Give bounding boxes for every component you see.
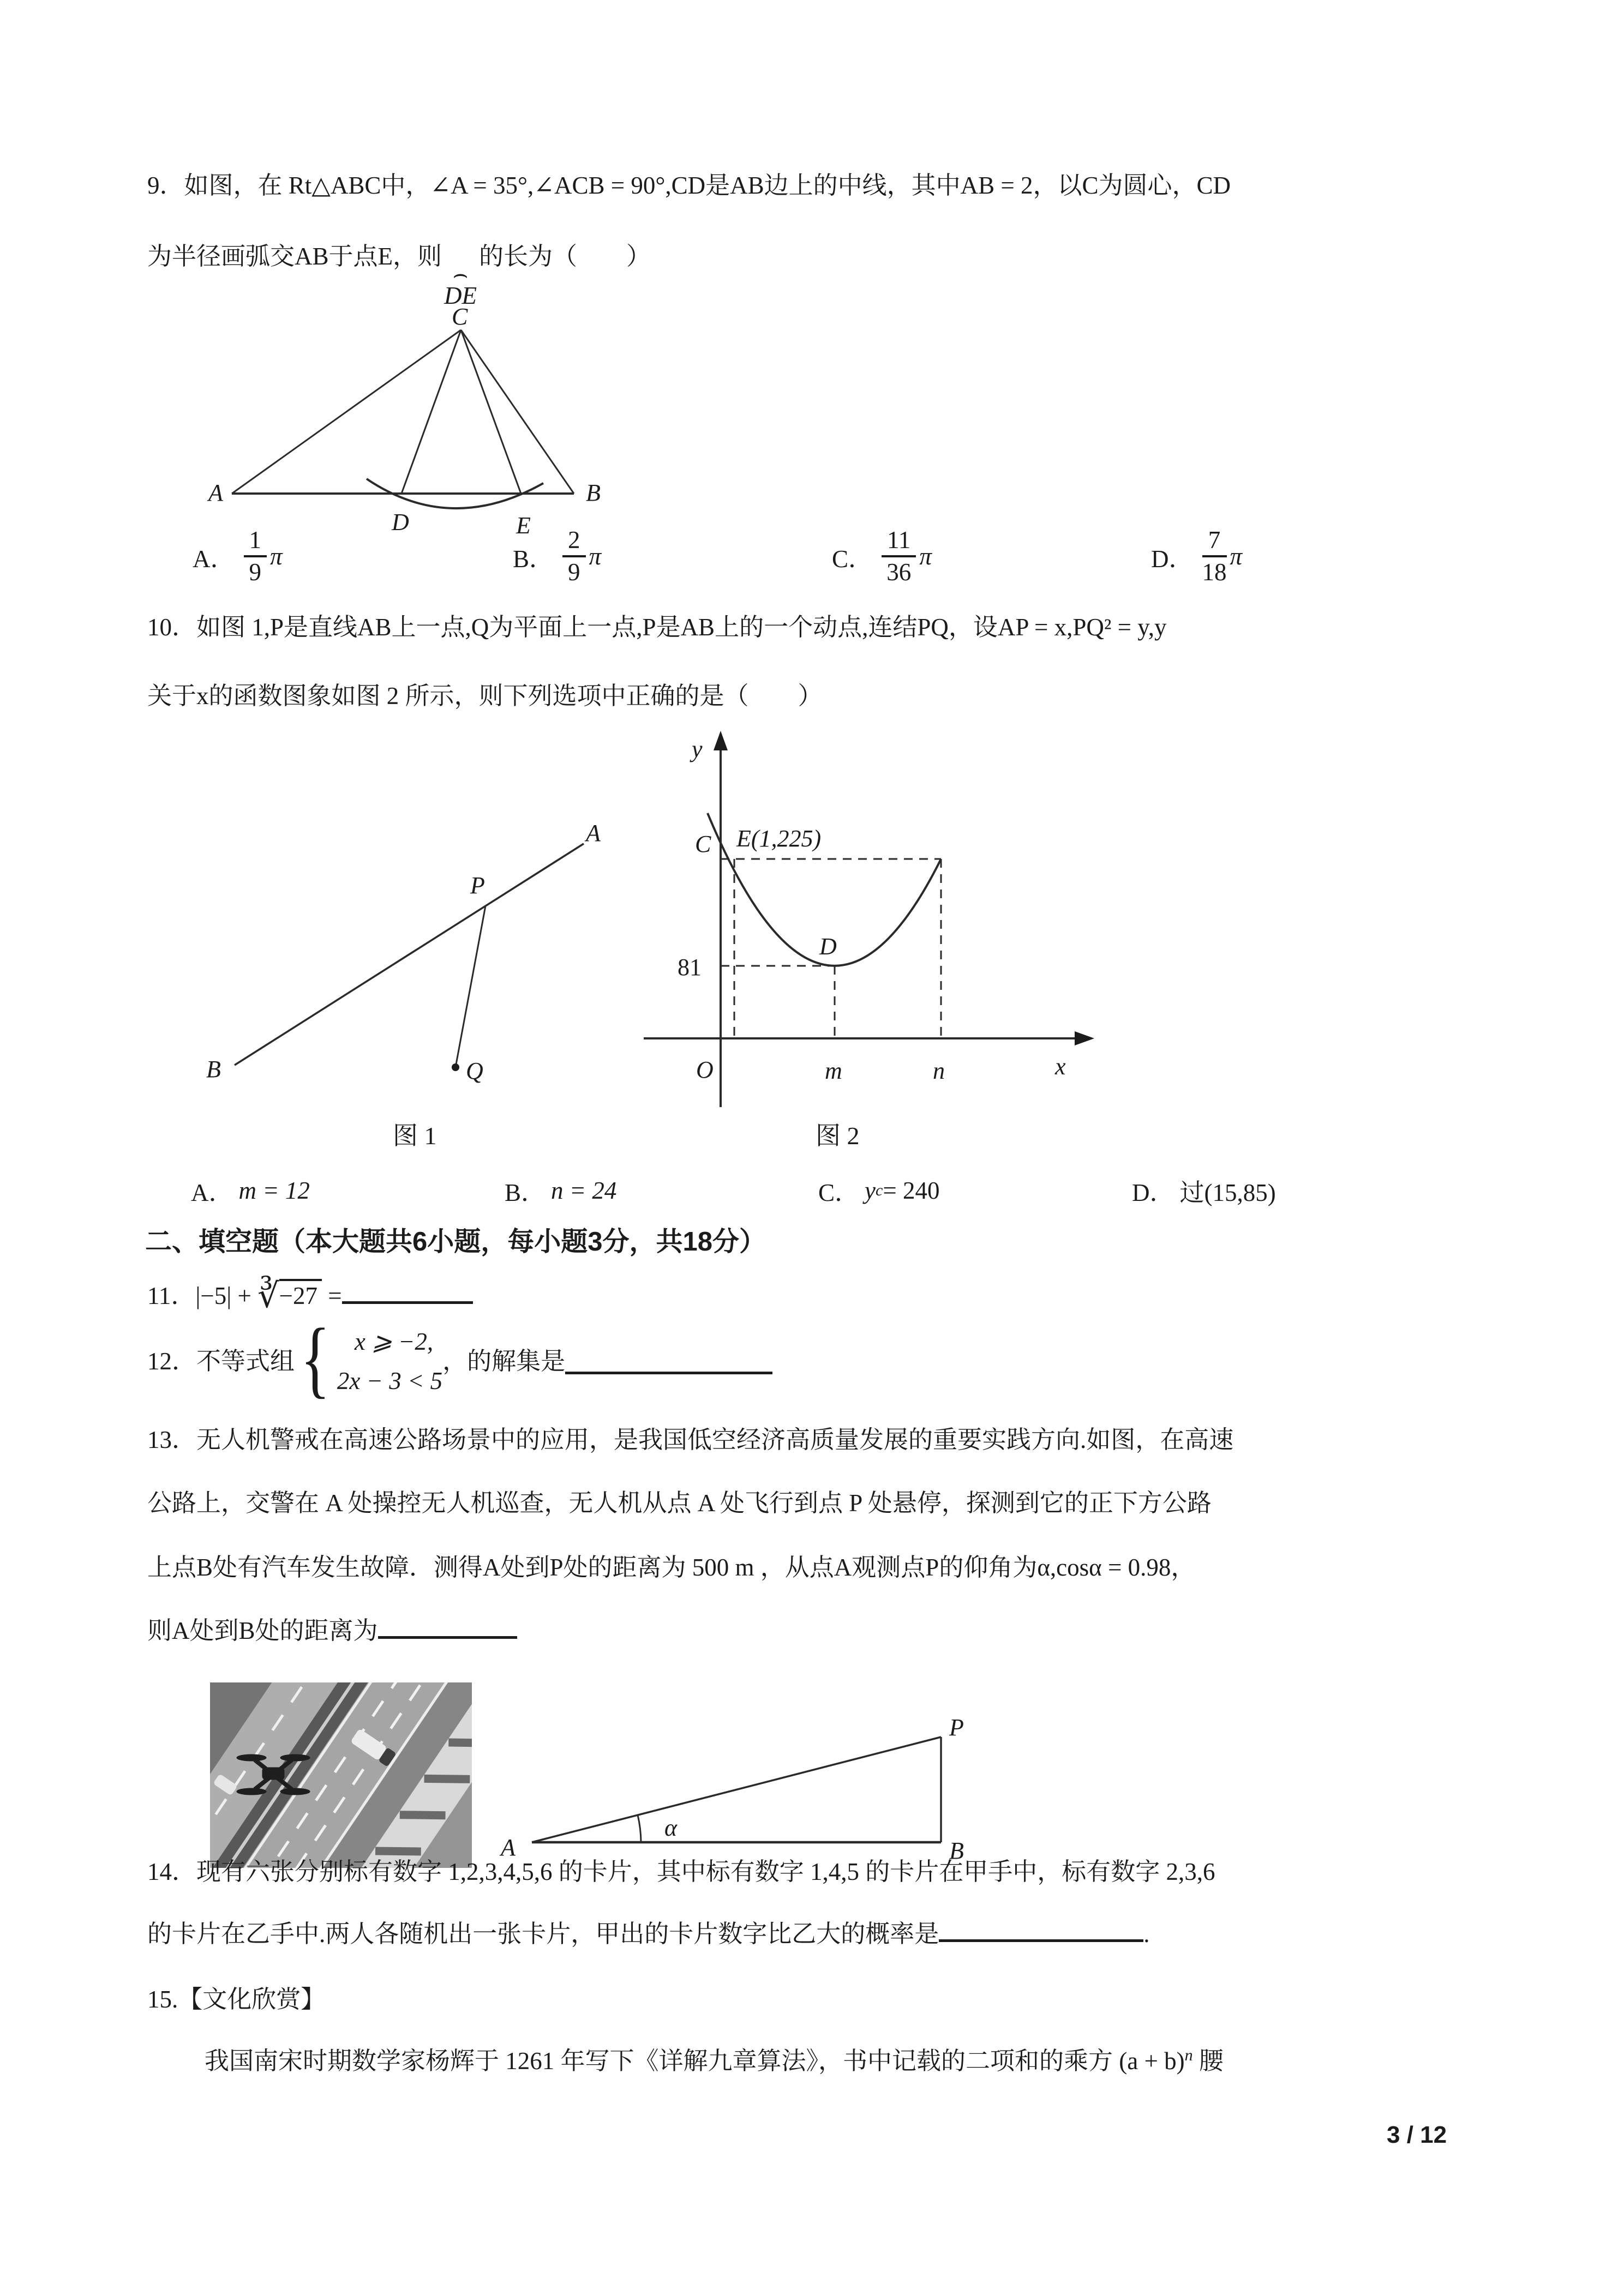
label-a: A — [208, 479, 223, 506]
y-axis-arrow — [714, 731, 728, 750]
q9-option-c-pi: π — [919, 543, 932, 570]
q10-line-1: 10．如图 1,P是直线AB上一点,Q为平面上一点,P是AB上的一个动点,连结PQ，设AP = x,PQ² = y,y — [147, 614, 1167, 641]
q11-line — [147, 1279, 473, 1313]
q9-option-b-pi: π — [589, 543, 602, 570]
q13-label-alpha: α — [664, 1814, 678, 1841]
highway-roads — [210, 1682, 472, 1868]
fig2-label-81: 81 — [678, 954, 702, 981]
q9-option-a — [193, 524, 283, 589]
fig1-label-p: P — [470, 872, 485, 899]
page-number: 3 / 12 — [1387, 2121, 1447, 2148]
q11-radicand: −27 — [279, 1279, 322, 1309]
q15-line-1: 15.【文化欣赏】 — [147, 1986, 326, 2013]
fig2-label-x: x — [1055, 1053, 1066, 1080]
q14-answer-blank — [939, 1924, 1143, 1942]
q9-line-1: 9．如图，在 Rt△ABC中，∠A = 35°,∠ACB = 90°,CD是AB边上的中线，其中AB = 2，以C为圆心，CD — [147, 172, 1231, 199]
label-b: B — [586, 479, 601, 506]
q11-equals: = — [322, 1282, 342, 1309]
q10-figure-1 — [191, 780, 616, 1107]
q13-line-4: 则A处到B处的距离为 — [147, 1615, 517, 1646]
q9-option-a-fraction: $\frac{1}{9}$ — [244, 527, 267, 586]
q9-option-d — [1151, 524, 1242, 589]
q12-answer-blank — [565, 1348, 772, 1374]
q9-option-c-fraction: $\frac{11}{36}$ — [882, 527, 916, 586]
q14-line-1: 14．现有六张分别标有数字 1,2,3,4,5,6 的卡片，其中标有数字 1,4,5 的卡片在甲手中，标有数字 2,3,6 — [147, 1858, 1215, 1885]
fig2-label-y: y — [692, 736, 703, 762]
q9-option-b-label: B． — [513, 545, 554, 573]
q12-inequality-system — [337, 1322, 442, 1401]
q12-pre: 12．不等式组 — [147, 1347, 295, 1375]
q11-lead: 11．|−5| + — [147, 1282, 258, 1309]
q9-option-a-label: A． — [193, 545, 235, 573]
side-bc — [461, 330, 574, 494]
q9-option-d-pi: π — [1230, 543, 1243, 570]
q10-figure-2-graph — [627, 725, 1146, 1107]
q9-line-2 — [147, 241, 651, 309]
q13-line-2: 公路上，交警在 A 处操控无人机巡查，无人机从点 A 处飞行到点 P 处悬停，探测到它的正下方公路 — [147, 1489, 1212, 1517]
q12-case-1: x ⩾ −2, — [354, 1328, 434, 1355]
fig2-label-n: n — [933, 1057, 945, 1084]
fig2-label-d: D — [819, 933, 837, 960]
q9-line2-post: 的长为（ ） — [479, 243, 651, 270]
q10-option-a: A． m = 12 — [191, 1176, 310, 1206]
highway-drone-photo — [210, 1682, 472, 1868]
q12-line — [147, 1311, 772, 1407]
q15-line-2: 我国南宋时期数学家杨辉于 1261 年写下《详解九章算法》，书中记载的二项和的乘方 $(a + b)^n$ 腰 — [205, 2046, 1224, 2075]
fig1-label-a: A — [586, 820, 601, 846]
fig2-label-o: O — [696, 1056, 714, 1083]
q12-post: 的解集是 — [467, 1347, 566, 1375]
q10-line-2: 关于x的函数图象如图 2 所示，则下列选项中正确的是（ ） — [147, 682, 823, 710]
q11-answer-blank — [342, 1285, 473, 1304]
q9-option-b — [513, 524, 601, 589]
fig2-label-m: m — [825, 1057, 842, 1084]
q9-option-d-label: D． — [1151, 545, 1194, 573]
cases-brace: { — [300, 1311, 331, 1407]
q9-line2-pre: 为半径画弧交AB于点E，则 — [147, 243, 442, 270]
q9-option-d-fraction: $\frac{7}{18}$ — [1202, 526, 1227, 586]
angle-arc — [638, 1815, 641, 1842]
section-2-header: 二、填空题（本大题共6小题，每小题3分，共18分） — [145, 1227, 766, 1257]
q10-option-d: D． 过(15,85) — [1132, 1179, 1276, 1206]
median-cd — [401, 330, 461, 494]
q10-option-c: C． y c = 240 — [818, 1176, 940, 1206]
fig2-label-c: C — [695, 831, 711, 857]
figure-2-caption: 图 2 — [816, 1122, 860, 1150]
q12-case-2: 2x − 3 < 5 — [337, 1367, 443, 1395]
x-axis-arrow — [1075, 1031, 1094, 1045]
sightline-ap — [532, 1737, 941, 1842]
q14-line-2: 的卡片在乙手中.两人各随机出一张卡片，甲出的卡片数字比乙大的概率是 . — [147, 1920, 1150, 1948]
fig2-label-e: E(1,225) — [736, 825, 822, 852]
point-q-dot — [452, 1063, 459, 1071]
q13-label-p: P — [949, 1714, 964, 1741]
arc-de-letters: DE — [444, 282, 477, 309]
figure-1-caption: 图 1 — [393, 1122, 437, 1150]
fig1-label-b: B — [206, 1056, 221, 1083]
q10-option-b: B． n = 24 — [505, 1176, 617, 1206]
line-ba — [235, 844, 584, 1065]
q13-angle-figure — [491, 1707, 982, 1865]
q13-label-a: A — [501, 1834, 516, 1861]
label-e: E — [516, 512, 531, 539]
q15-exponent: n — [1184, 2046, 1193, 2064]
q9-option-c — [832, 524, 932, 589]
frown-arc-symbol: ⌢ — [452, 261, 469, 287]
q13-line-1: 13．无人机警戒在高速公路场景中的应用，是我国低空经济高质量发展的重要实践方向.如图，在高速 — [147, 1426, 1234, 1453]
label-c: C — [452, 303, 468, 330]
q13-answer-blank — [378, 1620, 517, 1639]
fig1-label-q: Q — [466, 1057, 483, 1084]
side-ac — [232, 330, 461, 494]
q13-label-b: B — [949, 1837, 964, 1864]
segment-pq — [456, 906, 486, 1067]
label-d: D — [392, 509, 409, 536]
q12-comma: ， — [442, 1347, 468, 1375]
cube-root-icon: ∛ — [257, 1278, 279, 1315]
q9-option-a-pi: π — [270, 543, 283, 570]
q13-line-3: 上点B处有汽车发生故障．测得A处到P处的距离为 500 m ，从点A观测点P的仰角为α,cosα = 0.98， — [147, 1554, 1196, 1581]
segment-ce — [461, 330, 521, 494]
q9-option-c-label: C． — [832, 545, 873, 573]
q9-triangle-figure — [196, 300, 611, 556]
q9-option-b-fraction: $\frac{2}{9}$ — [562, 527, 586, 586]
